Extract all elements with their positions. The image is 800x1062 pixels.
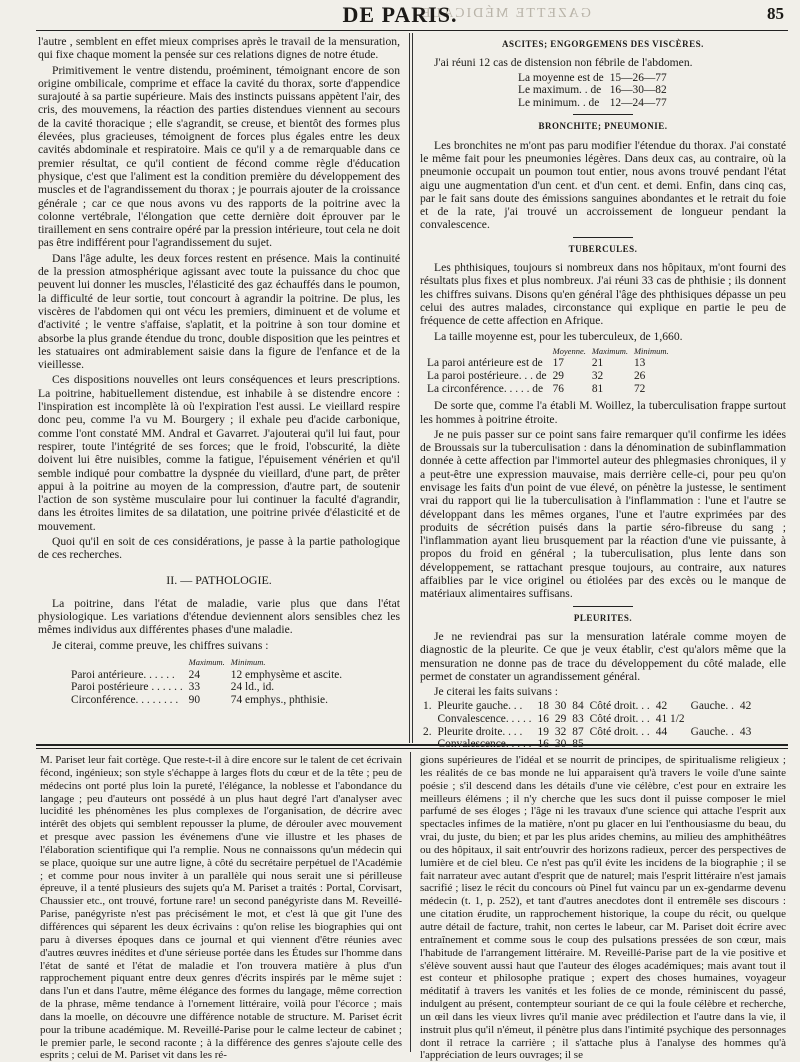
row-label: Le maximum. . de <box>518 84 602 97</box>
cell <box>688 713 737 726</box>
cell: 87 <box>572 725 584 738</box>
cell: Gauche. . <box>690 725 734 738</box>
pathology-table <box>68 656 345 706</box>
cell <box>420 713 435 726</box>
feuilleton-rule <box>36 744 788 746</box>
cell: 21 <box>591 357 604 370</box>
cell: 85 <box>572 738 584 751</box>
cell: 43 <box>739 725 752 738</box>
paragraph: Ces dispositions nouvelles ont leurs conséquences et leurs prescriptions. La poitrine, habituellement distendue, est inhabile à se distendre encore : l'inspiration est incomplète là où l'expiration l'est aussi. Le vieillard respire donc peu, comme l'a vu M. Bourgery ; il exhale peu d'acide carbonique, comme l'ont constaté MM. Andral et Gavarret. J'ajouterai qu'il lui faut, pour respirer, toute l'intégrité de ses forces; que le froid, l'obscurité, la diète doivent lui être nuisibles, comme la fatigue, l'épuisement vénérien et qu'il semble indiqué pour combattre la dyspnée du vieillard, d'une part, de prêter appui à la poitrine au moyen de la compression, d'autre part, de soutenir l'action de son système musculaire pour lui continuer la faculté d'agrandir, dans les étroites limites de sa dilatation, une poitrine privée d'élasticité et de mouvement. <box>38 373 400 533</box>
bleed-through-text: GAZETTE MÉDICALE <box>420 6 591 21</box>
cell <box>737 713 754 726</box>
cell: 30 <box>554 700 567 713</box>
cell: 32 <box>554 725 567 738</box>
column-header: Moyenne. <box>552 345 586 356</box>
subsection-heading: PLEURITES. <box>573 612 633 623</box>
cell: 12—24—77 <box>609 96 667 109</box>
row-label: La moyenne est de <box>518 71 604 84</box>
paragraph: La taille moyenne est, pour les tuberculeux, de 1,660. <box>434 329 683 343</box>
cell: 24 ld., id. <box>230 681 275 694</box>
table-row <box>68 669 345 682</box>
paragraph: Je citerai les faits suivans : <box>434 685 558 699</box>
subsection-heading: ASCITES; ENGORGEMENS DES VISCÈRES. <box>502 39 704 49</box>
row-label: Convalescence. . . . . <box>437 738 532 751</box>
ascites-table <box>515 72 670 110</box>
section-heading: II. — PATHOLOGIE. <box>166 572 272 587</box>
paragraph: Je ne reviendrai pas sur la mensuration latérale comme moyen de diagnostic de la pleurite. Ce que je veux établir, c'est qu'alors même que la mensuration ne donne pas de trace du développement du côté malade, elle permet de constater un agrandissement général. <box>420 629 786 683</box>
paragraph: Je ne puis passer sur ce point sans faire remarquer qu'il confirme les idées de Broussais sur la tuberculisation : dans la dénomination de subinflammation donnée à cette affection par l'immortel auteur des phlegmasies chroniques, il y a peut-être une expression mauvaise, mais derrière celle-ci, pour peu qu'on envisage les faits d'un point de vue élevé, on pénètre la justesse, le sentiment vrai du rapport qui lie la tuberculisation à l'inflammation : l'une et l'autre se développant dans les mêmes organes, l'une et l'autre exprimées par des produits de sécrétion puisés dans la partie séro-fibreuse du sang ; l'inflammation ayant lieu brusquement par la réaction d'une vie puissante, à propos du froid en général ; la tuberculisation, plus lente dans son développement, se rattachant presque toujours, au contraire, aux natures affaiblies par le vice originel ou étiolées par des excès ou le manque de matériaux alimentaires suffisans. <box>420 427 786 601</box>
cell: 18 <box>537 700 549 713</box>
cell: 81 <box>591 382 604 395</box>
cell: 26 <box>633 370 646 383</box>
cell: 12 emphysème et ascite. <box>230 668 343 681</box>
cell: 84 <box>572 700 584 713</box>
paragraph: Primitivement le ventre distendu, proéminent, témoignant encore de son origine ombilicale, comprime et efface la cavité du thorax, sorte d'appendice surajouté à sa partie supérieure. Mais des instincts puissans appètent l'air, des cris, des mouvemens, la réaction des parties distendues viennent au secours de la cavité thoracique ; elle s'agrandit, se creuse, et bientôt des formes plus élevées, plus gracieuses, témoignent de forces plus égales entre les deux cavités abdominale et respiratoire. Mais ce qu'il y a de remarquable dans ce premier résultat, ce qu'il contient de fécond comme règle d'éducation physique, c'est que l'aliment est la condition première du développement des muscles et de l'agrandissement du thorax ; je pourrais ajouter de la croissance générale ; car ce que nous avons vu des rapports de la poitrine avec la colonne vertébrale, l'élongation que cette dernière doit éprouver par le tiraillement en sens contraire opéré par la pression intérieure, tout cela ne doit pas être indifférent pour l'agrandissement du sujet. <box>38 63 400 250</box>
table-row <box>68 694 345 707</box>
column-divider <box>409 33 410 743</box>
cell: 24 <box>188 668 201 681</box>
paragraph: Dans l'âge adulte, les deux forces restent en présence. Mais la continuité de la pression atmosphérique agissant avec toute la puissance du choc que peuvent lui donner les muscles, l'élasticité des gaz échauffés dans le poumon, la difficulté de leur sortie, tout concourt à agrandir la poitrine. De plus, les viscères de l'abdomen qui ont vécu les premiers, diminuent et de volume et d'activité ; le ventre s'affaise, s'aplatit, et la poitrine à son tour domine et absorbe la plus grande étendue du tronc, double disposition que les peintres et les statuaires ont admirablement saisie dans la figure de l'enfance et de la vieillesse. <box>38 251 400 372</box>
paragraph: Les phthisiques, toujours si nombreux dans nos hôpitaux, m'ont fourni des résultats plus fixes et plus nombreux. J'ai réuni 33 cas de phthisie ; ils donnent les chiffres suivans. Disons qu'en général l'âge des phthisiques dépasse un peu celui des autres malades, circonstance qui explique en partie le peu de fréquence de cette affection en Afrique. <box>420 261 786 328</box>
page-number: 85 <box>767 4 784 23</box>
paragraph: Je citerai, comme preuve, les chiffres suivans : <box>52 638 269 652</box>
cell: 90 <box>188 693 201 706</box>
cell: Gauche. . <box>690 700 734 713</box>
divider <box>573 606 633 607</box>
row-label: Pleurite gauche. . . <box>437 700 523 713</box>
right-column <box>420 35 786 751</box>
table-row <box>424 383 672 396</box>
cell: 29 <box>554 713 567 726</box>
cell: 44 <box>655 725 668 738</box>
table-row <box>420 713 754 726</box>
column-header: Minimum. <box>230 657 266 668</box>
feuilleton-right: gions supérieures de l'idéal et se nourrit de principes, de spiritualisme religieux ; les réalités de ce bas monde ne lui apparaisent qu'à travers le voile d'une sainte poésie ; s'il descend dans les détails d'une vie célèbre, c'est pour en extraire les meilleurs élémens ; il n'y cherche que les sucs dont il puisse composer le miel parfumé de ses éloges ; l'âge ni les travaux d'une science qui attache l'esprit aux spectacles infimes de la matière, n'ont pu glacer en lui l'enthousiasme du beau, du vrai, du juste, du bien; et par les plus arides chemins, au milieu des amphithéâtres ou des hôpitaux, il sait entr'ouvrir des horizons radieux, percer des perspectives de lumière et de ciel bleu. Ce n'est pas qu'il évite les incidens de la biographie ; il se fait narrateur avec autant d'esprit que de naturel; mais l'esprit littéraire n'est jamais sacrifié ; lisez le récit du concours où Pinel fut vaincu par un ex-gendarme devenu médecin (t. 1, p. 252), et tant d'autres anecdotes dont il entremêle ses discours : une citation érudite, un rapprochement historique, la coupe du récit, ou quelque autre détail de facture, trahit, non certes le labeur, car M. Pariset doit écrire avec entraînement et comme sous le coup des pulsations pressées de son cœur, mais l'habitude de l'arrangement littéraire. M. Reveillé-Parise part de la vie positive et s'élève souvent aussi haut que l'auteur des éloges académiques; mais avant tout il est conteur et philosophe pratique ; expert des choses humaines, voyageur méditatif à travers les vanités et les folies de ce monde, réminiscent du passé, indulgent au présent, contempteur souriant de ce qui la foule célèbre et recherche, un œil dans les vieux livres qu'il manie avec prédilection et l'autre dans la vie, il instruit plus qu'il n'émeut, il pénètre plus dans l'intimité psychique des personnages dont il retrace la carrière ; il s'attache plus à l'analyse des hommes qu'à l'appréciation de leurs ouvrages; il se <box>420 754 786 1062</box>
cell: 72 <box>633 382 646 395</box>
column-header: Maximum. <box>591 345 628 356</box>
row-label: La paroi antérieure est de <box>427 357 543 370</box>
column-header: Minimum. <box>633 345 669 356</box>
column-divider <box>412 33 413 743</box>
row-label: Pleurite droite. . . . <box>437 725 523 738</box>
feuilleton-left: M. Pariset leur fait cortège. Que reste-t-il à dire encore sur le talent de cet écrivain fécond, ingénieux; son style s'échappe à larges flots du cœur et de la tête ; peu de médecins ont porté plus loin la pureté, l'élégance, la noblesse et l'abondance du langage ; peu d'auteurs ont possédé à un plus haut degré l'art d'analyser avec lucidité les phénomènes les plus complexes de l'organisation, de décrire avec intérêt des objets qui semblent repousser la plume, de dérouler avec mouvement et presque avec passion les événemens d'une vie illustre et les phases de l'élaboration scientifique qui l'a remplie. Nous ne connaissons qu'un médecin qui se place, quoique sur une autre ligne, à côté du secrétaire perpétuel de l'Académie ; et comme pour nous inviter à un parallèle qui nous serait une si périlleuse épreuve, il a tenté plusieurs des sujets qu'a M. Pariset a traités : Portal, Corvisart, Chaussier etc., ont trouvé, fortune rare! un second panégyriste dans M. Reveillé-Parise, panégyriste n'est pas précisément le mot, et c'est là que git l'une des différences qui séparent les deux écrivains : qu'on relise les biographies qui ont paru à diverses époques dans ce journal et qui viennent d'être réunies avec d'autres œuvres inédites et d'une sérieuse portée dans les Études sur l'homme dans l'état de santé et l'état de maladie et l'on trouvera matière à plus d'un rapprochement piquant entre deux genres d'écrits inspirés par le même sujet : dans l'un et dans l'autre, même élégance des formes du langage, même correction de la phrase, même tendance à l'ornement littéraire, voilà pour l'écorce ; mais dans la moelle, on découvre une différence notable de structure. M. Pariset écrit pour la tribune académique. M. Reveillé-Parise pour le calme lecteur de cabinet ; le premier parle, le second raconte ; à la différence des genres s'ajoute celle des esprits ; celui de M. Pariset vit dans les ré- <box>40 754 402 1062</box>
cell: 13 <box>633 357 646 370</box>
paragraph: l'autre , semblent en effet mieux comprises après le travail de la mensuration, qui fixe chaque moment la pensée sur ces relations dignes de notre étude. <box>38 35 400 62</box>
cell: Côté droit. . . <box>589 713 650 726</box>
page-header <box>0 2 800 28</box>
left-column <box>38 35 400 706</box>
cell: 15—26—77 <box>609 71 667 84</box>
paragraph: Quoi qu'il en soit de ces considérations, je passe à la partie pathologique de ces recherches. <box>38 534 400 562</box>
cell: 74 emphys., phthisie. <box>230 693 328 706</box>
subsection-heading: TUBERCULES. <box>568 243 638 254</box>
row-label: Circonférence. . . . . . . . <box>71 693 179 706</box>
cell: 1. <box>423 700 432 713</box>
cell: Côté droit. . . <box>589 725 650 738</box>
row-label: La paroi postérieure. . . de <box>427 370 547 383</box>
row-label: La circonférence. . . . . de <box>427 382 544 395</box>
subsection-heading: BRONCHITE; PNEUMONIE. <box>538 121 668 132</box>
table-row <box>515 97 670 110</box>
paragraph: De sorte que, comme l'a établi M. Woillez, la tuberculisation frappe surtout les hommes à poitrine étroite. <box>420 399 786 426</box>
masthead: DE PARIS. <box>342 2 458 27</box>
divider <box>573 237 633 238</box>
table-row <box>420 700 754 713</box>
row-label: Convalescence. . . . . <box>437 713 532 726</box>
cell: 83 <box>572 713 584 726</box>
cell: Côté droit. . . <box>589 700 650 713</box>
cell: 16 <box>537 738 549 751</box>
feuilleton-rule <box>36 748 788 749</box>
column-divider <box>410 752 411 1052</box>
cell: 32 <box>591 370 604 383</box>
cell: 29 <box>552 370 564 383</box>
cell: 30 <box>554 738 567 751</box>
table-row <box>515 84 670 97</box>
paragraph: Les bronchites ne m'ont pas paru modifier l'étendue du thorax. J'ai constaté le même fait pour les pneumonies légères. Dans deux cas, au contraire, où la pneumonie occupait un poumon tout entier, nous avons trouvé pendant l'état aigu une augmentation d'un cent. et d'un cent. et demi. Enfin, dans cinq cas, par le fait sans doute des émissions sanguines abondantes et le retrait du foie et de la rate, j'ai trouvé un accroissement de longueur pendant la convalescence. <box>420 138 786 232</box>
cell: 16—30—82 <box>609 84 667 97</box>
cell: 42 <box>739 700 752 713</box>
cell: 17 <box>552 357 564 370</box>
table-row <box>515 72 670 85</box>
divider <box>573 114 633 115</box>
row-label: Paroi postérieure . . . . . . <box>71 681 183 694</box>
row-label: Paroi antérieure. . . . . . <box>71 668 175 681</box>
cell: 16 <box>537 713 549 726</box>
cell: 33 <box>188 681 201 694</box>
table-row <box>68 681 345 694</box>
cell: 42 <box>655 700 668 713</box>
column-header: Maximum. <box>188 657 225 668</box>
table-row <box>420 726 754 739</box>
cell: 41 1/2 <box>655 713 685 726</box>
row-label: Le minimum. . de <box>518 96 600 109</box>
table-row <box>424 370 672 383</box>
tuberculosis-table <box>424 345 672 395</box>
cell: 19 <box>537 725 549 738</box>
cell: 76 <box>552 382 564 395</box>
cell: 2. <box>423 725 432 738</box>
paragraph: La poitrine, dans l'état de maladie, varie plus que dans l'état physiologique. Les variations d'étendue deviennent alors sensibles chez les mêmes individus aux différentes phases d'une maladie. <box>38 596 400 637</box>
paragraph: J'ai réuni 12 cas de distension non fébrile de l'abdomen. <box>434 56 693 70</box>
table-row <box>424 357 672 370</box>
header-rule <box>36 30 788 31</box>
